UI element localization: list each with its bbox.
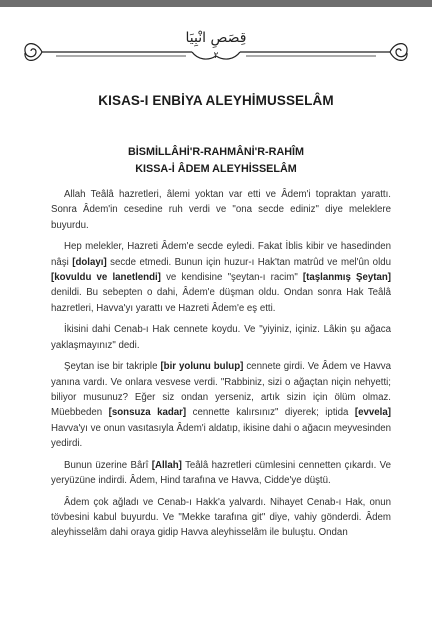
text-run: Hep melekler, Hazreti Âdem'e secde eyledi. Fakat İblis kibir ve hasedinden nâşi	[51, 241, 391, 268]
text-run: Allah Teâlâ hazretleri, âlemi yoktan var etti ve Âdem'i topraktan yarattı. Sonra Âdem'in cesedine ruh verdi ve "ona secde ediniz" diye meleklere buyurdu.	[51, 189, 391, 231]
paragraph	[51, 187, 391, 233]
text-run: secde etmedi. Bunun için huzur-ı Hak'tan matrûd ve mel'ûn oldu	[106, 256, 391, 268]
bracket-gloss: [taşlanmış Şeytan]	[302, 271, 391, 283]
text-run: Âdem çok ağladı ve Cenab-ı Hakk'a yalvardı. Nihayet Cenab-ı Hak, onun tövbesini kabul buyurdu. Ve "Mekke tarafına git" diye, vahiy gönderdi. Âdem aleyhisselâm dahi oraya gidip Havva aleyhisselâm ile buluştu. Ondan	[51, 496, 391, 539]
text-run: Havva'yı ve onun vasıtasıyla Âdem'i aldatıp, ikisine dahi o ağacın meyvesinden yedirdi.	[51, 422, 391, 449]
bracket-gloss: [dolayı]	[72, 256, 107, 268]
running-title-arabic: قِصَصِ انْبِيَا	[185, 30, 247, 46]
text-run: Şeytan ise bir takriple	[64, 361, 161, 373]
text-run: denildi. Bu sebepten o dahi, Âdem'e düşman oldu. Ondan sonra Hak Teâlâ hazretleri, Havva'yı yarattı ve Hazreti Âdem'e eş etti.	[51, 287, 391, 314]
paragraph	[51, 322, 391, 353]
bracket-gloss: [sonsuza kadar]	[108, 407, 187, 419]
bracket-gloss: [Allah]	[151, 459, 182, 471]
text-run: Teâlâ hazretleri cümlesini cennetten çıkardı. Ve yeryüzüne indirdi. Âdem, Hind tarafına ve Havva, Cidde'ye düştü.	[51, 459, 391, 487]
body-text	[51, 187, 391, 547]
section-heading-story: KISSA-İ ÂDEM ALEYHİSSELÂM	[135, 163, 297, 175]
bracket-gloss: [kovuldu ve lanetlendi]	[51, 271, 161, 283]
paragraph	[51, 359, 391, 451]
paragraph	[51, 495, 391, 541]
top-bar	[0, 0, 432, 7]
section-heading-basmala: BİSMİLLÂHİ'R-RAHMÂNİ'R-RAHÎM	[127, 146, 305, 158]
text-run: ve kendisine "şeytan-ı racim"	[160, 271, 303, 283]
bracket-gloss: [bir yolunu bulup]	[160, 361, 244, 373]
paragraph	[51, 458, 391, 489]
paragraph	[51, 239, 391, 315]
bracket-gloss: [evvela]	[354, 407, 391, 419]
text-run: cennette kalırsınız" diyerek; iptida	[186, 407, 355, 419]
text-run: cennete girdi. Ve Âdem ve Havva yanına vardı. Ve onlara vesvese verdi. "Rabbiniz, sizi o ağaçtan niçin nehyetti; biliyor musunuz? Eğer siz ondan yerseniz, artık sizin için ölüm olmaz. Müebbeden	[51, 361, 392, 419]
text-run: Bunun üzerine Bârî	[64, 459, 152, 471]
page-number: ٢	[213, 51, 219, 61]
chapter-title: KISAS-I ENBİYA ALEYHİMUSSELÂM	[98, 93, 334, 108]
text-run: İkisini dahi Cenab-ı Hak cennete koydu. Ve "yiyiniz, içiniz. Lâkin şu ağaca yaklaşmayınız" dedi.	[51, 324, 391, 351]
